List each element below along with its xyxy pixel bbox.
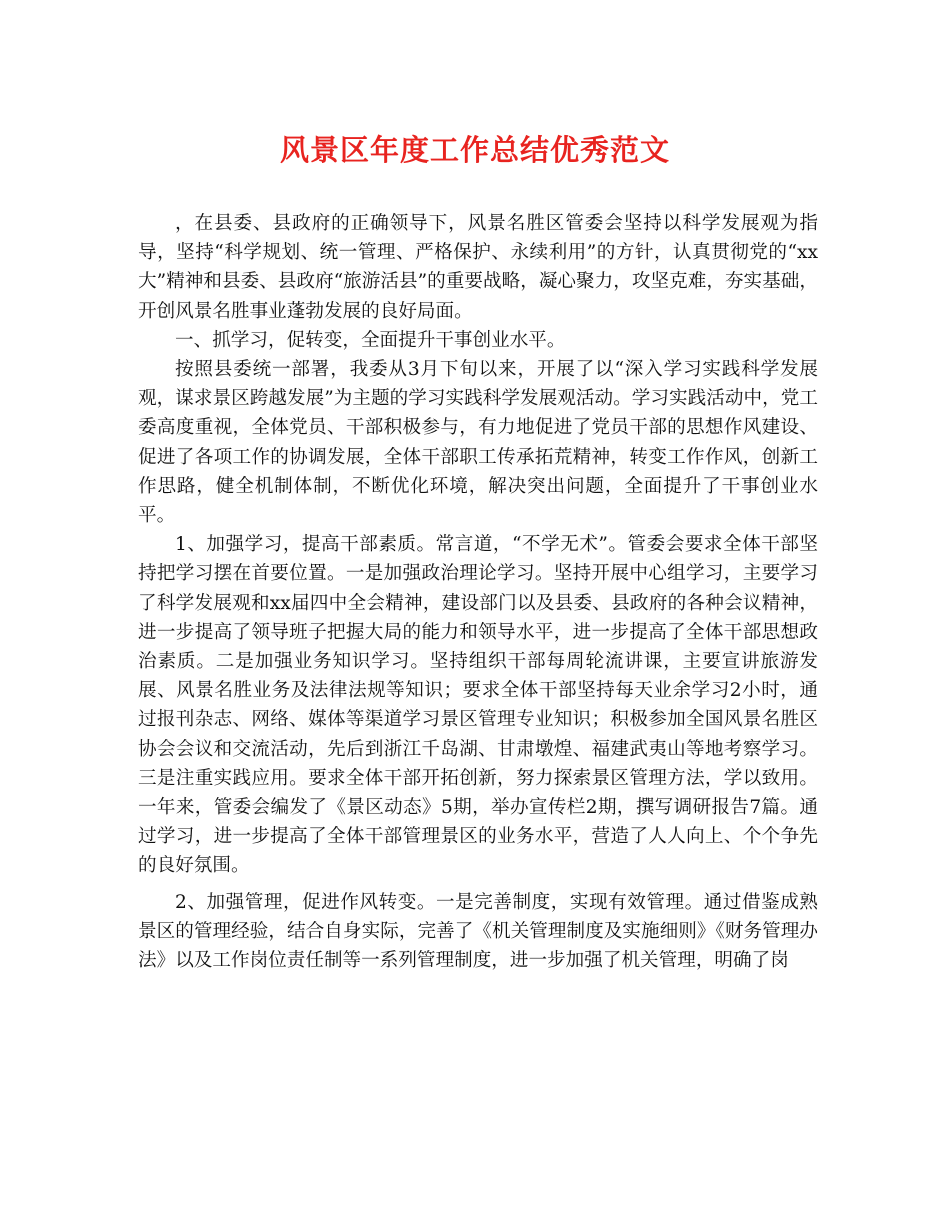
paragraph-item-1: 1、加强学习，提高干部素质。常言道，“不学无术”。管委会要求全体干部坚持把学习摆在首要位置。一是加强政治理论学习。坚持开展中心组学习，主要学习了科学发展观和xx届四中全会精神，建设部门以及县委、县政府的各种会议精神，进一步提高了领导班子把握大局的能力和领导水平，进一步提高了全体干部思想政治素质。二是加强业务知识学习。坚持组织干部每周轮流讲课，主要宣讲旅游发展、风景名胜业务及法律法规等知识；要求全体干部坚持每天业余学习2小时，通过报刊杂志、网络、媒体等渠道学习景区管理专业知识；积极参加全国风景名胜区协会会议和交流活动，先后到浙江千岛湖、甘肃墩煌、福建武夷山等地考察学习。三是注重实践应用。要求全体干部开拓创新，努力探索景区管理方法，学以致用。一年来，管委会编发了《景区动态》5期，举办宣传栏2期，撰写调研报告7篇。通过学习，进一步提高了全体干部管理景区的业务水平，营造了人人向上、个个争先的良好氛围。 (138, 534, 818, 877)
document-body (138, 209, 818, 975)
paragraph-study-activity: 按照县委统一部署，我委从3月下旬以来，开展了以“深入学习实践科学发展观，谋求景区跨越发展”为主题的学习实践科学发展观活动。学习实践活动中，党工委高度重视，全体党员、干部积极参与，有力地促进了党员干部的思想作风建设、促进了各项工作的协调发展，全体干部职工传承拓荒精神，转变工作作风，创新工作思路，健全机制体制，不断优化环境，解决突出问题，全面提升了干事创业水平。 (138, 359, 818, 527)
section-heading-1: 一、抓学习，促转变，全面提升干事创业水平。 (175, 329, 566, 351)
document-title: 风景区年度工作总结优秀范文 (279, 133, 670, 167)
paragraph-item-2: 2、加强管理，促进作风转变。一是完善制度，实现有效管理。通过借鉴成熟景区的管理经验，结合自身实际，完善了《机关管理制度及实施细则》《财务管理办法》以及工作岗位责任制等一系列管理制度，进一步加强了机关管理，明确了岗 (138, 891, 818, 972)
paragraph-intro: ，在县委、县政府的正确领导下，风景名胜区管委会坚持以科学发展观为指导，坚持“科学规划、统一管理、严格保护、永续利用”的方针，认真贯彻党的“xx大”精神和县委、县政府“旅游活县”的重要战略，凝心聚力，攻坚克难，夯实基础，开创风景名胜事业蓬勃发展的良好局面。 (138, 213, 818, 322)
